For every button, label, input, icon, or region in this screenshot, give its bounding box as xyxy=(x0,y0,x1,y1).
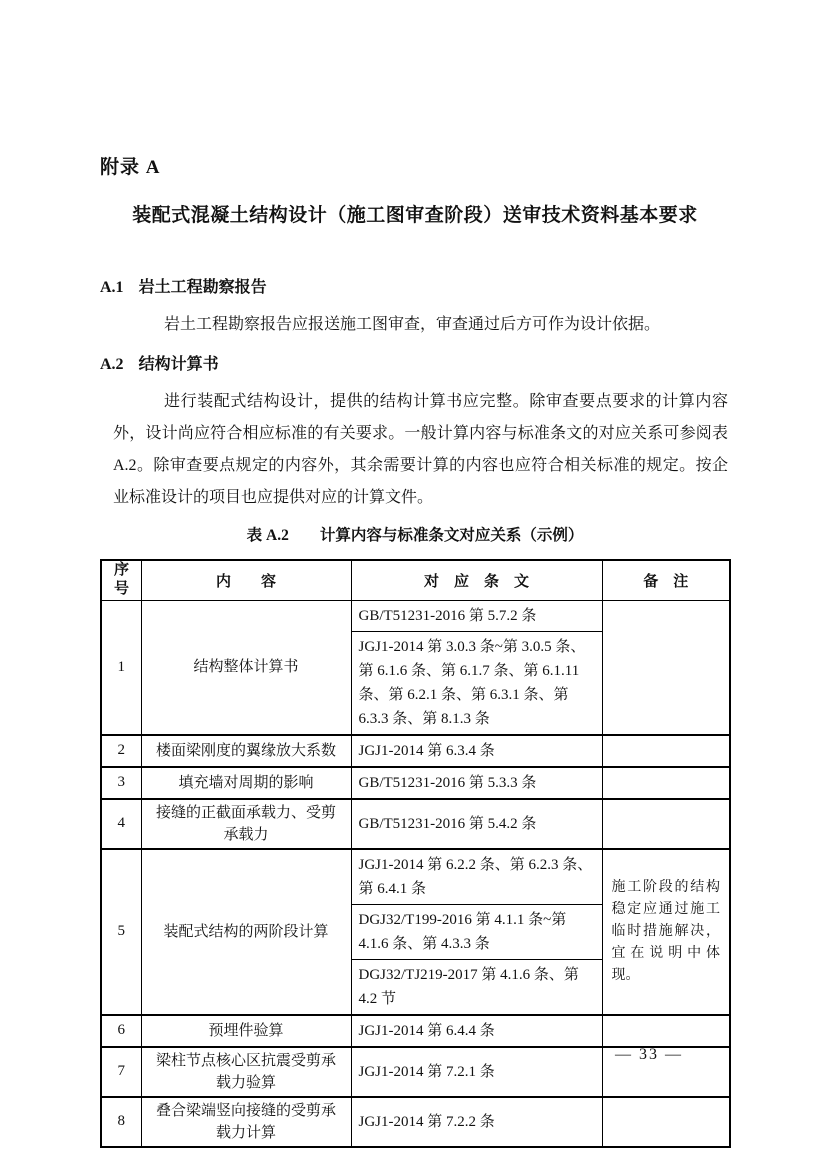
cell-remark xyxy=(602,735,730,767)
col-header-remarks: 备 注 xyxy=(602,560,730,600)
cell-remark: 施工阶段的结构稳定应通过施工临时措施解决，宜在说明中体现。 xyxy=(602,849,730,1015)
cell-content: 梁柱节点核心区抗震受剪承载力验算 xyxy=(141,1047,351,1097)
cell-provision: JGJ1-2014 第 6.2.2 条、第 6.2.3 条、第 6.4.1 条 xyxy=(351,849,602,905)
section-title-a1: 岩土工程勘察报告 xyxy=(138,279,267,296)
cell-content: 叠合梁端竖向接缝的受剪承载力计算 xyxy=(141,1097,351,1147)
col-header-provisions: 对 应 条 文 xyxy=(351,560,602,600)
cell-remark xyxy=(602,1097,730,1147)
cell-content: 结构整体计算书 xyxy=(141,600,351,735)
cell-remark xyxy=(602,799,730,849)
cell-index: 7 xyxy=(101,1047,141,1097)
table-row xyxy=(101,735,730,767)
table-row xyxy=(101,799,730,849)
cell-provision: JGJ1-2014 第 6.3.4 条 xyxy=(351,735,602,767)
cell-index: 1 xyxy=(101,600,141,735)
section-number-a1: A.1 xyxy=(100,279,124,296)
cell-remark xyxy=(602,600,730,735)
section-heading-a1 xyxy=(100,274,730,297)
section-title-a2: 结构计算书 xyxy=(138,356,219,373)
cell-provision: GB/T51231-2016 第 5.7.2 条 xyxy=(351,600,602,631)
cell-content: 楼面梁刚度的翼缘放大系数 xyxy=(141,735,351,767)
col-header-index: 序号 xyxy=(101,560,141,600)
table-row xyxy=(101,767,730,799)
table-header-row xyxy=(101,560,730,600)
section-number-a2: A.2 xyxy=(100,356,124,373)
page-number: — 33 — xyxy=(615,1046,683,1063)
cell-index: 3 xyxy=(101,767,141,799)
cell-provision: GB/T51231-2016 第 5.4.2 条 xyxy=(351,799,602,849)
table-row xyxy=(101,600,730,631)
appendix-label: 附录 A xyxy=(100,157,161,178)
cell-provision: DGJ32/T199-2016 第 4.1.1 条~第 4.1.6 条、第 4.3.3 条 xyxy=(351,904,602,959)
cell-provision: JGJ1-2014 第 6.4.4 条 xyxy=(351,1015,602,1047)
cell-index: 2 xyxy=(101,735,141,767)
paragraph-a1: 岩土工程勘察报告应报送施工图审查，审查通过后方可作为设计依据。 xyxy=(164,316,661,333)
cell-remark xyxy=(602,767,730,799)
cell-provision: JGJ1-2014 第 7.2.1 条 xyxy=(351,1047,602,1097)
cell-remark xyxy=(602,1015,730,1047)
cell-index: 6 xyxy=(101,1015,141,1047)
cell-provision: DGJ32/TJ219-2017 第 4.1.6 条、第 4.2 节 xyxy=(351,959,602,1015)
cell-index: 5 xyxy=(101,849,141,1015)
cell-content: 装配式结构的两阶段计算 xyxy=(141,849,351,1015)
cell-content: 填充墙对周期的影响 xyxy=(141,767,351,799)
cell-index: 8 xyxy=(101,1097,141,1147)
paragraph-a2: 进行装配式结构设计，提供的结构计算书应完整。除审查要点要求的计算内容外，设计尚应符合相应标准的有关要求。一般计算内容与标准条文的对应关系可参阅表 A.2。除审查要点规定的内容外，其余需要计算的内容也应符合相关标准的规定。按企业标准设计的项目也应提供对应的计算文件。 xyxy=(113,393,728,506)
cell-provision: JGJ1-2014 第 3.0.3 条~第 3.0.5 条、第 6.1.6 条、第 6.1.7 条、第 6.1.11 条、第 6.2.1 条、第 6.3.1 条、第 6.3.3 条、第 8.1.3 条 xyxy=(351,631,602,735)
table-caption: 表 A.2 计算内容与标准条文对应关系（示例） xyxy=(246,527,584,544)
cell-index: 4 xyxy=(101,799,141,849)
table-row xyxy=(101,1015,730,1047)
table-row xyxy=(101,849,730,905)
cell-provision: GB/T51231-2016 第 5.3.3 条 xyxy=(351,767,602,799)
table-row xyxy=(101,1097,730,1147)
col-header-content: 内 容 xyxy=(141,560,351,600)
section-heading-a2 xyxy=(100,351,730,374)
document-title: 装配式混凝土结构设计（施工图审查阶段）送审技术资料基本要求 xyxy=(132,205,698,226)
cell-content: 预埋件验算 xyxy=(141,1015,351,1047)
cell-provision: JGJ1-2014 第 7.2.2 条 xyxy=(351,1097,602,1147)
cell-content: 接缝的正截面承载力、受剪承载力 xyxy=(141,799,351,849)
